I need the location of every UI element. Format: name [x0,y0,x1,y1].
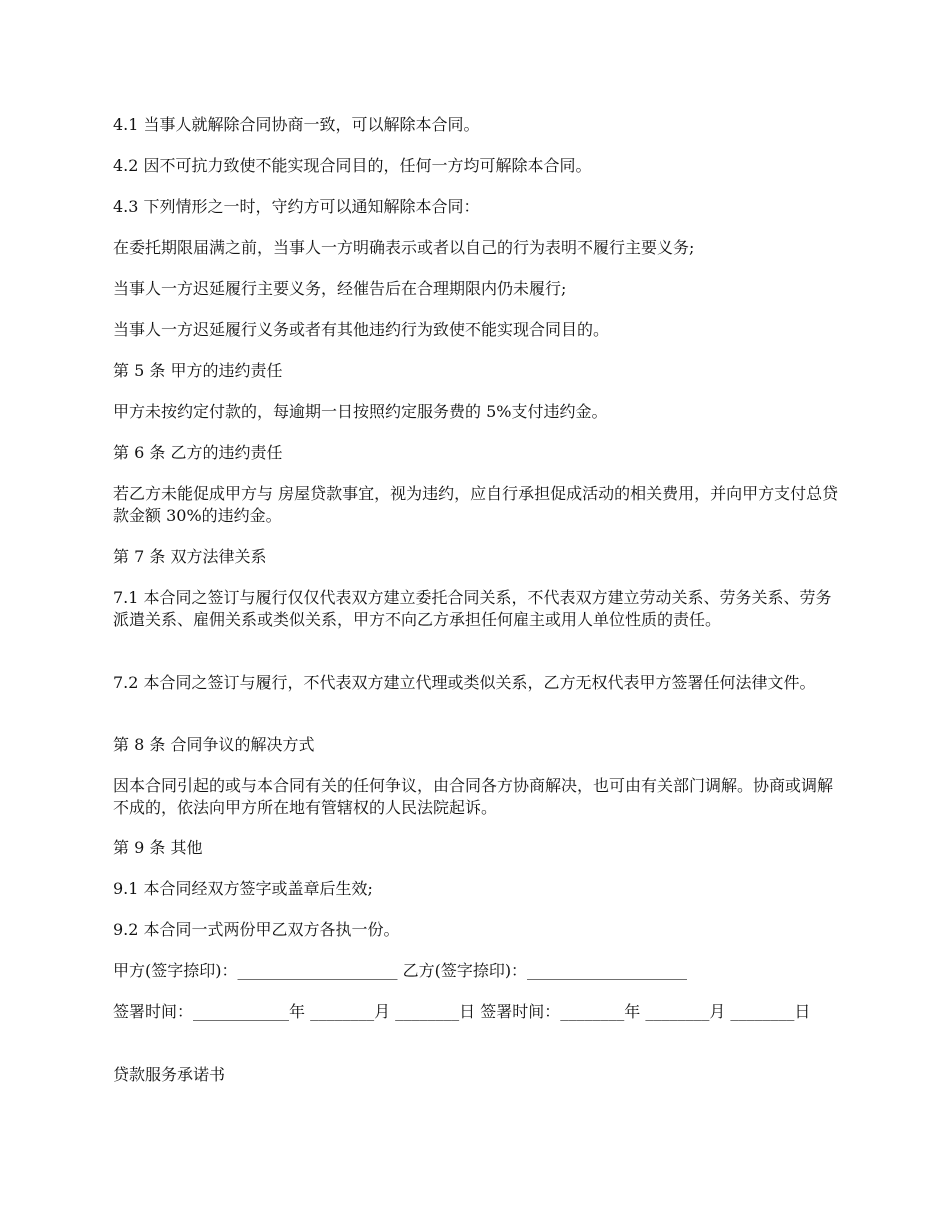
signature-line: 甲方(签字捺印)：____________________ 乙方(签字捺印)：____________________ [113,961,688,980]
clause-9-1: 9.1 本合同经双方签字或盖章后生效; [113,879,373,898]
clause-4-2: 4.2 因不可抗力致使不能实现合同目的，任何一方均可解除本合同。 [113,156,592,175]
signing-date-line: 签署时间：____________年 ________月 ________日 签署时间：________年 ________月 ________日 [113,1002,811,1021]
termination-condition-1: 在委托期限届满之前，当事人一方明确表示或者以自己的行为表明不履行主要义务; [113,238,695,257]
article-9-heading: 第 9 条 其他 [113,838,203,857]
article-8-heading: 第 8 条 合同争议的解决方式 [113,735,315,754]
termination-condition-2: 当事人一方迟延履行主要义务，经催告后在合理期限内仍未履行; [113,279,567,298]
article-5-heading: 第 5 条 甲方的违约责任 [113,361,283,380]
article-7-heading: 第 7 条 双方法律关系 [113,547,267,566]
termination-condition-3: 当事人一方迟延履行义务或者有其他违约行为致使不能实现合同目的。 [113,320,610,339]
clause-9-2: 9.2 本合同一式两份甲乙双方各执一份。 [113,920,400,939]
clause-4-3: 4.3 下列情形之一时，守约方可以通知解除本合同： [113,197,480,216]
article-6-body: 若乙方未能促成甲方与 房屋贷款事宜，视为违约，应自行承担促成活动的相关费用，并向甲方支付总贷款金额 30%的违约金。 [113,484,839,525]
article-8-body: 因本合同引起的或与本合同有关的任何争议，由合同各方协商解决，也可由有关部门调解。协商或调解不成的，依法向甲方所在地有管辖权的人民法院起诉。 [113,776,834,817]
clause-7-2: 7.2 本合同之签订与履行，不代表双方建立代理或类似关系，乙方无权代表甲方签署任何法律文件。 [113,673,816,692]
article-6-heading: 第 6 条 乙方的违约责任 [113,443,283,462]
next-document-title: 贷款服务承诺书 [113,1065,226,1084]
clause-4-1: 4.1 当事人就解除合同协商一致，可以解除本合同。 [113,115,480,134]
clause-7-1: 7.1 本合同之签订与履行仅仅代表双方建立委托合同关系，不代表双方建立劳动关系、劳务关系、劳务派遣关系、雇佣关系或类似关系，甲方不向乙方承担任何雇主或用人单位性质的责任。 [113,588,832,629]
article-5-body: 甲方未按约定付款的，每逾期一日按照约定服务费的 5%支付违约金。 [113,402,608,421]
